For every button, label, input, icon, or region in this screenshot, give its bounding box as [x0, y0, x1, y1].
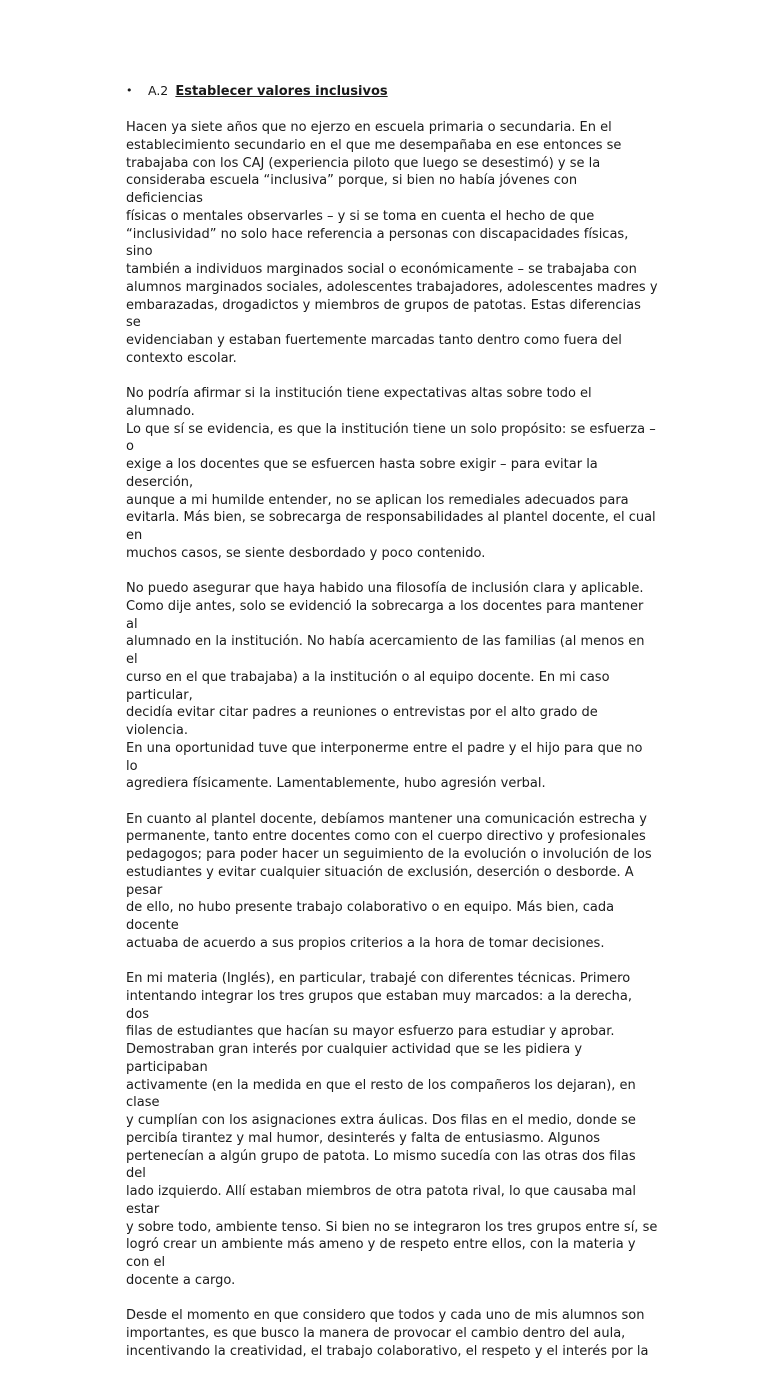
paragraph: No podría afirmar si la institución tiene expectativas altas sobre todo el alumnado. Lo que sí se evidencia, es que la institución tiene un solo propósito: se esfuerza – o exige a los docentes que se esfuercen hasta sobre exigir – para evitar la deserción, aunque a mi humilde entender, no se aplican los remediales adecuados para evitarla. Más bien, se sobrecarga de responsabilidades al plantel docente, el cual en muchos casos, se siente desbordado y poco contenido. [126, 386, 656, 561]
paragraph: No puedo asegurar que haya habido una filosofía de inclusión clara y aplicable. Como dije antes, solo se evidenció la sobrecarga a los docentes para mantener al alumnado en la institución. No había acercamiento de las familias (al menos en el curso en el que trabajaba) a la institución o al equipo docente. En mi caso particular, decidía evitar citar padres a reuniones o entrevistas por el alto grado de violencia. En una oportunidad tuve que interponerme entre el padre y el hijo para que no lo agrediera físicamente. Lamentablemente, hubo agresión verbal. [126, 581, 645, 792]
bullet-icon: • [126, 84, 133, 97]
section-number: A.2 [148, 83, 169, 98]
document-page [126, 81, 658, 1378]
paragraph: En mi materia (Inglés), en particular, trabajé con diferentes técnicas. Primero intentando integrar los tres grupos que estaban muy marcados: a la derecha, dos filas de estudiantes que hacían su mayor esfuerzo para estudiar y aprobar. Demostraban gran interés por cualquier actividad que se les pidiera y participaban activamente (en la medida en que el resto de los compañeros los dejaran), en clase y cumplían con los asignaciones extra áulicas. Dos filas en el medio, donde se percibía tirantez y mal humor, desinterés y falta de entusiasmo. Algunos pertenecían a algún grupo de patota. Lo mismo sucedía con las otras dos filas del lado izquierdo. Allí estaban miembros de otra patota rival, lo que causaba mal estar y sobre todo, ambiente tenso. Si bien no se integraron los tres grupos entre sí, se logró crear un ambiente más ameno y de respeto entre ellos, con la materia y con el docente a cargo. [126, 971, 658, 1288]
paragraph: Hacen ya siete años que no ejerzo en escuela primaria o secundaria. En el establecimiento secundario en el que me desempañaba en ese entonces se trabajaba con los CAJ (experiencia piloto que luego se desestimó) y se la consideraba escuela “inclusiva” porque, si bien no había jóvenes con deficiencias físicas o mentales observarles – y si se toma en cuenta el hecho de que “inclusividad” no solo hace referencia a personas con discapacidades físicas, sino también a individuos marginados social o económicamente – se trabajaba con alumnos marginados sociales, adolescentes trabajadores, adolescentes madres y embarazadas, drogadictos y miembros de grupos de patotas. Estas diferencias se evidenciaban y estaban fuertemente marcadas tanto dentro como fuera del contexto escolar. [126, 120, 658, 366]
paragraph: En cuanto al plantel docente, debíamos mantener una comunicación estrecha y permanente, tanto entre docentes como con el cuerpo directivo y profesionales pedagogos; para poder hacer un seguimiento de la evolución o involución de los estudiantes y evitar cualquier situación de exclusión, deserción o desborde. A pesar de ello, no hubo presente trabajo colaborativo o en equipo. Más bien, cada docente actuaba de acuerdo a sus propios criterios a la hora de tomar decisiones. [126, 811, 652, 951]
paragraph: Desde el momento en que considero que todos y cada uno de mis alumnos son importantes, es que busco la manera de provocar el cambio dentro del aula, incentivando la creatividad, el trabajo colaborativo, el respeto y el interés por la [126, 1308, 649, 1359]
section-title: Establecer valores inclusivos [175, 84, 388, 99]
section-heading [126, 81, 658, 101]
